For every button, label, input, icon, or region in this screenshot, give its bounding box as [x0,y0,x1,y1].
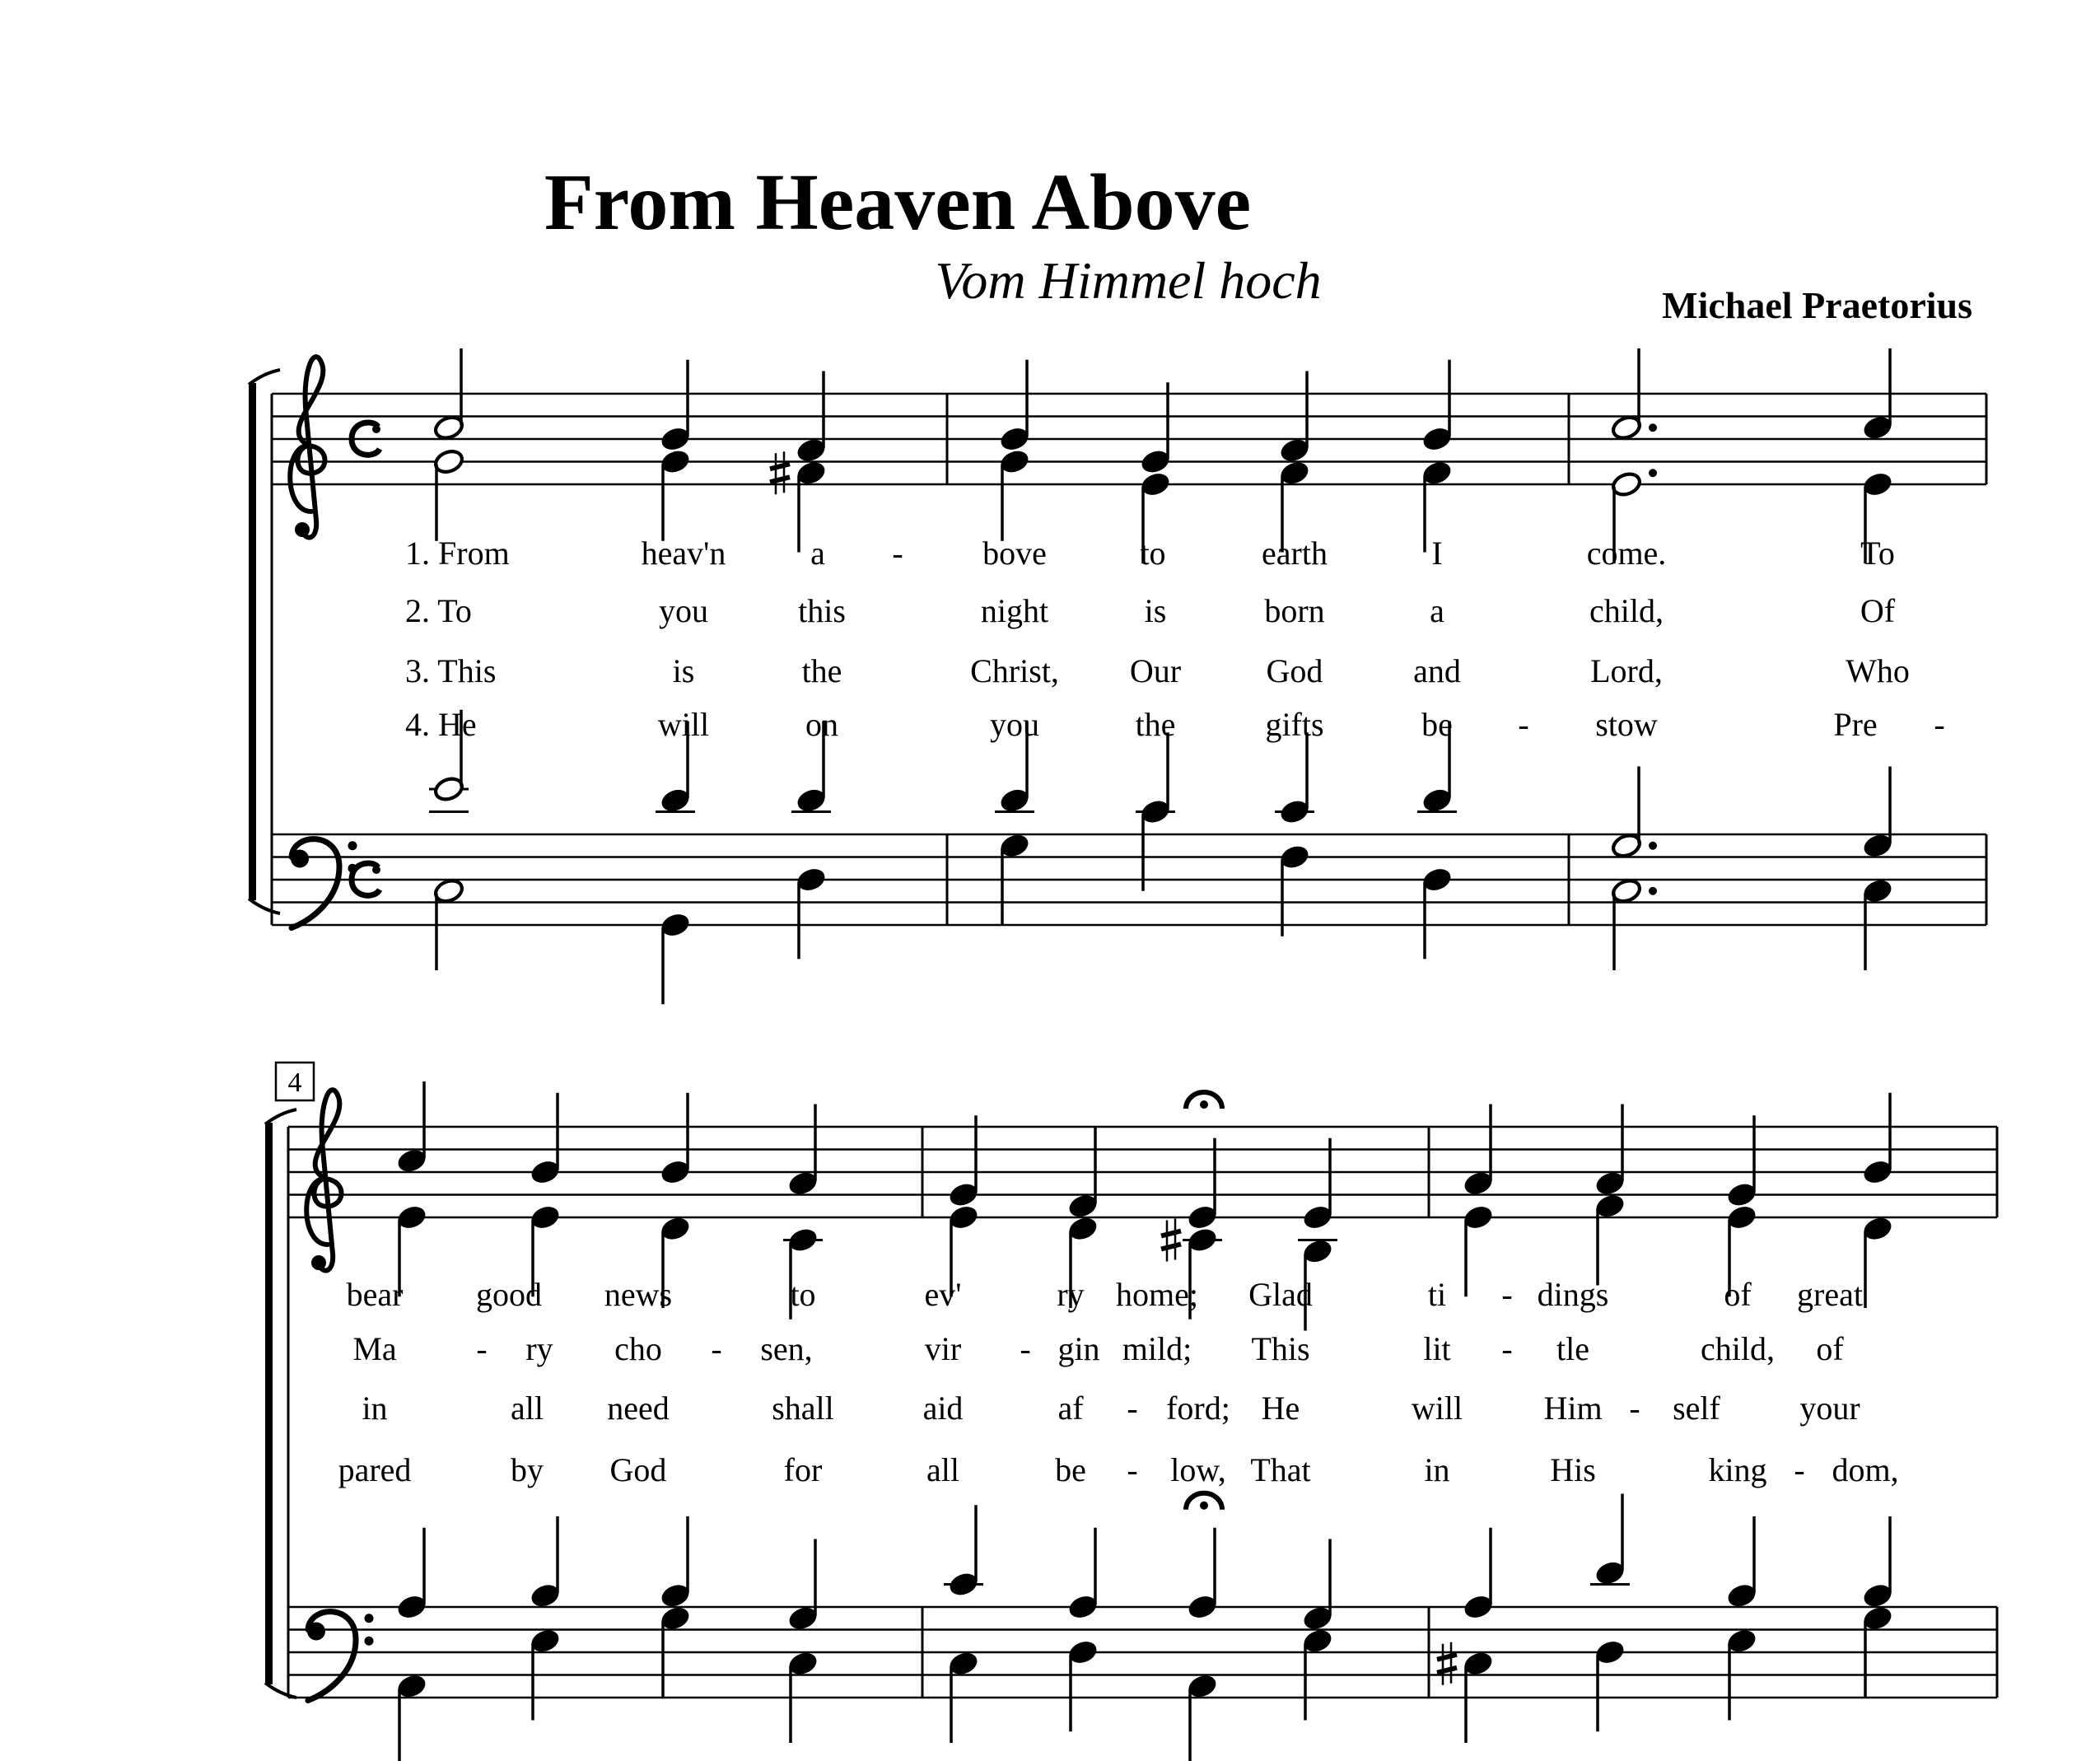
lyric-syllable: will [657,706,710,743]
quarter-note [529,1627,561,1720]
sharp-stroke [770,477,790,482]
lyric-syllable: self [1673,1390,1720,1427]
lyric-syllable: 1. From [405,535,510,572]
verse-3-line [362,1390,1860,1427]
lyric-syllable: a [1430,592,1444,629]
lyric-syllable: gin [1057,1330,1100,1367]
lyric-syllable: 4. He [405,706,477,743]
quarter-note [1139,382,1171,475]
lyric-hyphen: - [1127,1451,1138,1488]
chord [659,360,691,541]
quarter-note [1278,371,1310,465]
lyric-syllable: to [1140,535,1166,572]
chord [944,1505,983,1743]
quarter-note [1462,1650,1494,1743]
augmentation-dot [1649,887,1657,895]
lyric-syllable: That [1250,1451,1311,1488]
lyric-syllable: all [511,1390,544,1427]
chord [1725,1516,1757,1721]
system-1 [249,348,1986,1004]
time-dot [372,425,380,433]
lyric-syllable: vir [924,1330,962,1367]
lyric-syllable: God [609,1451,667,1488]
quarter-note [1725,1627,1757,1720]
quarter-note [795,371,827,465]
verse-2-line [405,592,1896,629]
lyric-syllable: dings [1537,1276,1609,1313]
lyric-syllable: to [790,1276,816,1313]
verse-1-line [405,535,1895,572]
lyric-syllable: all [926,1451,959,1488]
lyric-syllable: Christ, [970,652,1059,689]
fermata-dot [1200,1502,1208,1510]
quarter-note [395,1672,427,1761]
quarter-note [1421,866,1453,959]
lyric-syllable: child, [1589,592,1664,629]
lyric-syllable: ford; [1166,1390,1230,1427]
chord [432,348,464,541]
lyric-syllable: will [1411,1390,1463,1427]
lyric-syllable: in [1424,1451,1450,1488]
chord [1421,360,1453,553]
quarter-note [998,448,1030,541]
lyric-syllable: you [990,706,1039,743]
verse-2-line [352,1330,1844,1367]
quarter-note [1590,1494,1630,1587]
quarter-note [1421,360,1453,453]
lyric-syllable: night [980,592,1049,629]
bracket-bar [249,383,256,900]
sharp-sign [1437,1642,1457,1685]
lyric-syllable: the [801,652,842,689]
lyric-hyphen: - [711,1330,722,1367]
composer-name: Michael Praetorius [1662,284,1972,326]
lyric-syllable: pared [338,1451,412,1488]
lyric-syllable: come. [1586,535,1667,572]
half-note [432,448,464,541]
quarter-note [1301,1627,1333,1720]
lyric-syllable: gifts [1265,706,1324,743]
quarter-note [659,1605,691,1698]
half-note [432,348,464,441]
lyric-hyphen: - [1794,1451,1805,1488]
augmentation-dot [1649,423,1657,432]
quarter-note [1278,843,1310,937]
clef-dot [295,522,310,537]
lyric-syllable: heav'n [641,535,726,572]
quarter-note [1861,767,1893,860]
quarter-note [786,1105,819,1198]
chord [1610,767,1657,971]
sharp-stroke [770,464,790,469]
quarter-note [1594,1192,1626,1285]
treble-notes [432,348,1893,563]
chord [1590,1494,1630,1732]
lyric-syllable: cho [614,1330,662,1367]
verse-4-line [338,1451,1899,1488]
quarter-note [795,866,827,959]
sharp-sign [770,451,790,494]
lyric-syllable: shall [772,1390,834,1427]
lyric-syllable: be [1421,706,1453,743]
lyric-hyphen: - [1501,1330,1513,1367]
measure-number-box [276,1063,314,1100]
bass-notes [395,1493,1893,1761]
lyric-syllable: af [1057,1390,1084,1427]
lyric-syllable: mild; [1122,1330,1192,1367]
bracket-bar [265,1123,273,1684]
fermata [1186,1493,1222,1510]
bass-staff [272,834,1986,925]
lyric-syllable: God [1266,652,1323,689]
time-dot [372,866,380,874]
lyric-syllable: ry [525,1330,553,1367]
clef-dot [348,841,357,850]
sharp-stroke [1161,1245,1181,1250]
quarter-note [947,1115,979,1208]
lyric-syllable: Glad [1248,1276,1313,1313]
lyric-hyphen: - [892,535,903,572]
system-bracket [265,1109,296,1698]
quarter-note [1186,1138,1218,1231]
quarter-note [1594,1105,1626,1198]
quarter-note [395,1528,427,1621]
clef-stroke [290,357,324,537]
lyric-syllable: need [607,1390,670,1427]
quarter-note [786,1539,819,1633]
lyric-syllable: is [672,652,695,689]
dotted-half-note [1610,348,1657,441]
quarter-note [1066,1528,1099,1621]
lyric-syllable: Who [1846,652,1910,689]
augmentation-dot [1649,469,1657,477]
chord [791,722,831,960]
bass-clef [307,1612,374,1701]
lyric-syllable: aid [922,1390,964,1427]
chord [1437,1528,1495,1743]
measure-number: 4 [287,1067,302,1098]
fermata-dot [1200,1100,1208,1109]
quarter-note [1861,1605,1893,1698]
lyric-syllable: tle [1556,1330,1589,1367]
chord [1417,722,1457,960]
lyrics [338,535,1945,1488]
chord [1136,732,1175,891]
chord [1462,1105,1494,1297]
lyric-hyphen: - [1934,706,1945,743]
dotted-half-note [1610,877,1657,970]
treble-clef [290,357,324,537]
clef-dot [365,1614,374,1623]
lyric-syllable: child, [1701,1330,1775,1367]
lyric-syllable: your [1799,1390,1860,1427]
lyric-hyphen: - [1501,1276,1513,1313]
lyric-syllable: news [604,1276,673,1313]
lyric-syllable: you [659,592,708,629]
lyric-syllable: is [1144,592,1167,629]
chord [1610,348,1657,563]
chord [1186,1493,1222,1761]
lyric-syllable: Our [1129,652,1182,689]
treble-clef [306,1090,341,1270]
chord [395,1081,427,1296]
chord [786,1539,819,1744]
lyric-syllable: low, [1170,1451,1226,1488]
quarter-note [1861,1215,1893,1308]
quarter-note [944,1505,983,1598]
verse-3-line [405,652,1910,689]
sharp-stroke [1437,1668,1457,1673]
augmentation-dot [1649,842,1657,850]
quarter-note [1066,1638,1099,1731]
quarter-note [1186,1672,1218,1761]
lyric-syllable: Of [1860,592,1896,629]
quarter-note [1462,1203,1494,1296]
chord [395,1528,427,1761]
lyric-syllable: ti [1427,1276,1447,1313]
lyric-syllable: earth [1262,535,1328,572]
quarter-note [529,1516,561,1609]
quarter-note [1462,1105,1494,1198]
chord [1725,1115,1757,1296]
chord [1861,1093,1893,1308]
clef-stroke [306,1090,341,1270]
quarter-note [529,1093,561,1186]
lyric-syllable: and [1413,652,1461,689]
lyric-syllable: Ma [352,1330,397,1367]
lyric-hyphen: - [1127,1390,1138,1427]
lyric-syllable: good [476,1276,542,1313]
lyric-hyphen: - [476,1330,488,1367]
half-note [432,877,464,970]
quarter-note [1462,1528,1494,1621]
lyric-syllable: ry [1057,1276,1085,1313]
lyric-syllable: by [511,1451,544,1488]
lyric-hyphen: - [1629,1390,1640,1427]
quarter-note [1136,798,1175,891]
quarter-note [659,911,691,1004]
dotted-half-note [1610,767,1657,860]
quarter-note [1861,1093,1893,1186]
quarter-note [1725,1115,1757,1208]
chord [1861,767,1893,971]
quarter-note [659,1093,691,1186]
quarter-note [998,832,1030,925]
quarter-note [1301,1138,1333,1231]
bracket-hook [265,1109,296,1124]
lyric-syllable: 2. To [405,592,472,629]
lyric-syllable: lit [1423,1330,1451,1367]
chord [1861,348,1893,563]
clef-dot [311,1255,326,1270]
fermata [1186,1092,1222,1109]
music-notation [249,348,1997,1761]
quarter-note [659,448,691,541]
hymn-subtitle: Vom Himmel hoch [935,251,1322,310]
lyric-syllable: a [810,535,825,572]
lyric-syllable: 3. This [405,652,497,689]
lyric-syllable: in [362,1390,388,1427]
lyric-syllable: His [1550,1451,1596,1488]
bracket-hook [265,1683,296,1698]
quarter-note [659,360,691,453]
verse-4-line [405,706,1945,743]
lyric-syllable: on [805,706,838,743]
system-bracket [249,370,280,913]
lyric-syllable: this [798,592,846,629]
lyric-syllable: He [1261,1390,1300,1427]
chord [529,1516,561,1721]
lyric-syllable: sen, [760,1330,813,1367]
quarter-note [998,360,1030,453]
quarter-note [786,1650,819,1743]
quarter-note [1861,1516,1893,1609]
quarter-note [1861,877,1893,970]
lyric-syllable: bear [346,1276,404,1313]
sharp-stroke [1437,1655,1457,1660]
lyric-syllable: stow [1595,706,1658,743]
lyric-syllable: To [1860,535,1895,572]
quarter-note [1725,1516,1757,1609]
chord [995,722,1034,926]
hymn-title: From Heaven Above [544,158,1252,247]
chord [998,360,1030,541]
lyric-syllable: the [1135,706,1176,743]
bass-staff [288,1607,1997,1698]
verse-1-line [347,1276,1863,1313]
clef-dot [365,1637,374,1646]
quarter-note [1861,348,1893,441]
lyric-syllable: Pre [1833,706,1878,743]
quarter-note [395,1081,427,1175]
lyric-syllable: dom, [1832,1451,1899,1488]
lyric-syllable: born [1264,592,1325,629]
lyric-syllable: for [783,1451,823,1488]
lyric-syllable: bove [982,535,1047,572]
lyric-syllable: Lord, [1590,652,1663,689]
lyric-hyphen: - [1518,706,1529,743]
lyric-syllable: I [1431,535,1443,572]
chord [656,722,695,1005]
lyric-syllable: home; [1116,1276,1198,1313]
quarter-note [1186,1528,1218,1621]
chord [947,1115,979,1296]
bracket-hook [249,899,280,913]
quarter-note [1066,1127,1099,1220]
quarter-note [659,1516,691,1609]
sharp-sign [1161,1219,1181,1262]
quarter-note [1301,1539,1333,1633]
lyric-syllable: great [1797,1276,1863,1313]
quarter-note [1275,732,1314,825]
quarter-note [1594,1638,1626,1731]
lyric-hyphen: - [1020,1330,1031,1367]
chord [429,710,469,970]
lyric-syllable: be [1055,1451,1086,1488]
quarter-note [947,1650,979,1743]
lyric-syllable: of [1816,1330,1844,1367]
bracket-hook [249,370,280,385]
lyric-syllable: This [1251,1330,1310,1367]
lyric-syllable: of [1724,1276,1752,1313]
lyric-syllable: ev' [924,1276,962,1313]
lyric-syllable: king [1708,1451,1767,1488]
treble-staff [272,394,1986,484]
bass-clef [291,839,357,928]
lyric-syllable: Him [1543,1390,1603,1427]
sharp-stroke [1161,1231,1181,1236]
